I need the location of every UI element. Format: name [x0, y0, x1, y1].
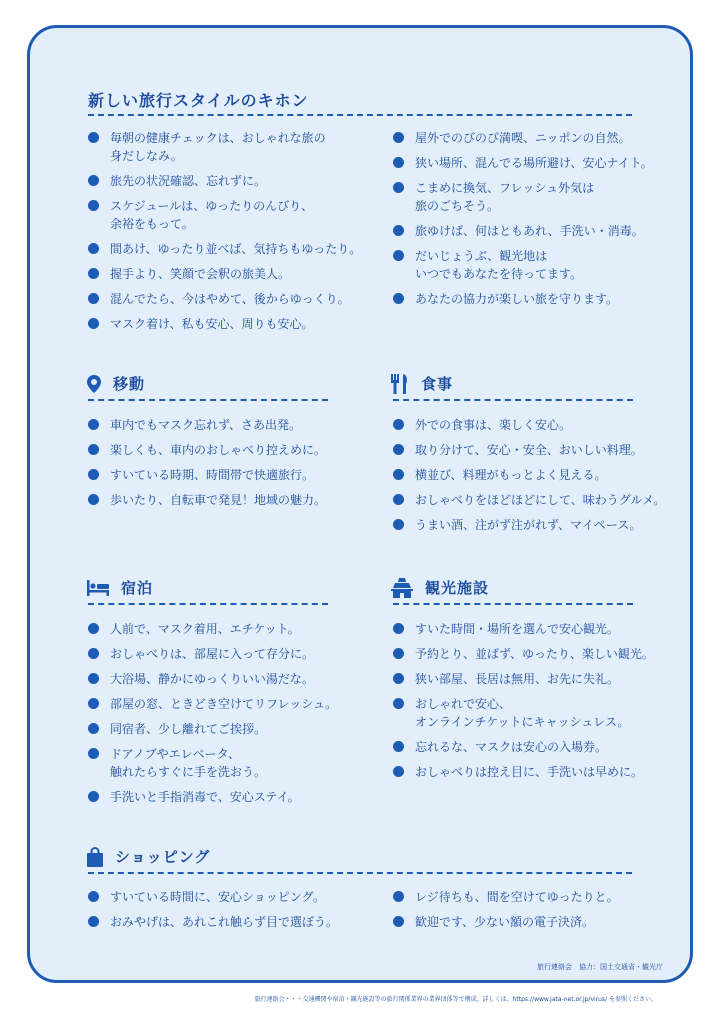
list-item: おしゃれで安心、 オンラインチケットにキャッシュレス。 [393, 695, 673, 731]
list-item: 横並び、料理がもっとよく見える。 [393, 466, 673, 484]
sightseeing-divider [393, 603, 633, 605]
shopping-right-list [393, 888, 653, 938]
section-dining-header [391, 373, 453, 394]
list-item: すいている時期、時間帯で快適旅行。 [88, 466, 388, 484]
dining-divider [393, 399, 633, 401]
list-item: レジ待ちも、間を空けてゆったりと。 [393, 888, 653, 906]
list-item: 予約とり、並ばず、ゆったり、楽しい観光。 [393, 645, 673, 663]
list-item: すいている時間に、安心ショッピング。 [88, 888, 388, 906]
section-shopping-header [87, 846, 210, 867]
list-item: 外での食事は、楽しく安心。 [393, 416, 673, 434]
section-sightseeing-title: 観光施設 [425, 579, 490, 597]
section-transport-title: 移動 [113, 375, 146, 393]
list-item: 同宿者、少し離れてご挨拶。 [88, 720, 388, 738]
list-item: 握手より、笑顔で会釈の旅美人。 [88, 265, 388, 283]
shopping-bag-icon [87, 847, 103, 867]
fork-knife-icon [391, 374, 409, 394]
list-item: 人前で、マスク着用、エチケット。 [88, 620, 388, 638]
shopping-divider [88, 872, 632, 874]
list-item: 楽しくも、車内のおしゃべり控えめに。 [88, 441, 388, 459]
section-shopping-title: ショッピング [115, 848, 211, 866]
list-item: 間あけ、ゆったり並べば、気持ちもゆったり。 [88, 240, 388, 258]
section-sightseeing-header [391, 577, 489, 598]
list-item: 取り分けて、安心・安全、おいしい料理。 [393, 441, 673, 459]
list-item: おしゃべりは控え目に、手洗いは早めに。 [393, 763, 673, 781]
bed-icon [87, 580, 109, 596]
list-item: 旅先の状況確認、忘れずに。 [88, 172, 388, 190]
list-item: 混んでたら、今はやめて、後からゆっくり。 [88, 290, 388, 308]
list-item: 屋外でのびのび満喫、ニッポンの自然。 [393, 129, 653, 147]
list-item: 大浴場、静かにゆっくりいい湯だな。 [88, 670, 388, 688]
list-item: すいた時間・場所を選んで安心観光。 [393, 620, 673, 638]
list-item: マスク着け、私も安心、周りも安心。 [88, 315, 388, 333]
list-item: おみやげは、あれこれ触らず目で選ぼう。 [88, 913, 388, 931]
list-item: うまい酒、注がず注がれず、マイペース。 [393, 516, 673, 534]
list-item: おしゃべりをほどほどにして、味わうグルメ。 [393, 491, 673, 509]
sightseeing-list [393, 620, 673, 788]
list-item: 旅ゆけば、何はともあれ、手洗い・消毒。 [393, 222, 653, 240]
list-item: スケジュールは、ゆったりのんびり、 余裕をもって。 [88, 197, 388, 233]
footer-note: 旅行連絡会・・・交通機関や宿泊・観光施設等の旅行関係業界の業界団体等で構成。詳しくは、https://www.jata-net.or.jp/virus/ を参照ください。 [254, 996, 657, 1003]
section-transport-header [87, 373, 145, 394]
list-item: 狭い場所、混んでる場所避け、安心ナイト。 [393, 154, 653, 172]
lodging-list [88, 620, 388, 813]
credit-line: 旅行連絡会 協力：国土交通省・観光庁 [537, 963, 663, 971]
list-item: 車内でもマスク忘れず、さあ出発。 [88, 416, 388, 434]
shopping-left-list [88, 888, 388, 938]
page-title: 新しい旅行スタイルのキホン [88, 91, 309, 110]
main-left-list [88, 129, 388, 340]
map-pin-icon [87, 375, 101, 393]
list-item: おしゃべりは、部屋に入って存分に。 [88, 645, 388, 663]
list-item: 歩いたり、自転車で発見！地域の魅力。 [88, 491, 388, 509]
dining-list [393, 416, 673, 541]
list-item: 歓迎です、少ない額の電子決済。 [393, 913, 653, 931]
list-item: 狭い部屋、長居は無用、お先に失礼。 [393, 670, 673, 688]
list-item: ドアノブやエレベータ、 触れたらすぐに手を洗おう。 [88, 745, 388, 781]
list-item: あなたの協力が楽しい旅を守ります。 [393, 290, 653, 308]
list-item: 手洗いと手指消毒で、安心ステイ。 [88, 788, 388, 806]
transport-list [88, 416, 388, 516]
transport-divider [88, 399, 328, 401]
title-divider [88, 114, 632, 116]
main-right-list [393, 129, 653, 315]
list-item: 忘れるな、マスクは安心の入場券。 [393, 738, 673, 756]
castle-icon [391, 578, 413, 598]
list-item: こまめに換気、フレッシュ外気は 旅のごちそう。 [393, 179, 653, 215]
section-lodging-header [87, 577, 153, 598]
section-lodging-title: 宿泊 [121, 579, 154, 597]
section-dining-title: 食事 [421, 375, 454, 393]
list-item: 毎朝の健康チェックは、おしゃれな旅の 身だしなみ。 [88, 129, 388, 165]
list-item: だいじょうぶ、観光地は いつでもあなたを待ってます。 [393, 247, 653, 283]
lodging-divider [88, 603, 328, 605]
list-item: 部屋の窓、ときどき空けてリフレッシュ。 [88, 695, 388, 713]
